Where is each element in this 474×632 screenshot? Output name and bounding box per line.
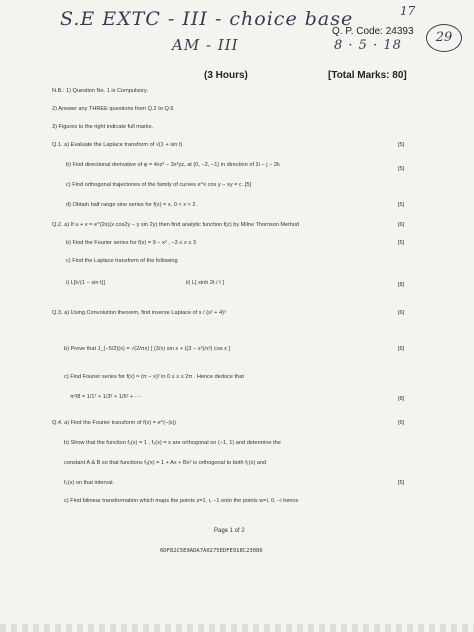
note-1: N.B.: 1) Question No. 1 is Compulsory. [52,88,148,94]
q4a: Q.4. a) Find the Fourier transform of f(x) = e^(−|x|) [52,420,176,426]
q3c: c) Find Fourier series for f(x) = (π − x)² in 0 ≤ x ≤ 2π . Hence deduce that [64,374,244,380]
handwritten-subject: AM - III [172,36,239,54]
note-2: 2) Answer any THREE questions from Q.2 to Q.6 [52,106,174,112]
q2a: Q.2. a) If u + v = e^(2x)(x cos2y − y sin 2y) then find analytic function f(z) by Milne Thomson Method [52,222,300,228]
paper-hash: 6DF82C5E0ADA7A0275EDFE918C23086 [160,548,263,554]
q2a-marks: [6] [398,222,405,228]
q4b-marks: [6] [398,480,405,486]
handwritten-date: 8 · 5 · 18 [334,38,402,53]
question-paper-code: Q. P. Code: 24393 [332,26,414,37]
q1a: Q.1. a) Evaluate the Laplace transform of √(1 + sin t) [52,142,183,148]
page-indicator: Page 1 of 2 [214,528,245,534]
q2c: c) Find the Laplace transform of the following [66,258,178,264]
q3a: Q.3. a) Using Convolution theorem, find inverse Laplace of s / (s² + 4)² [52,310,226,316]
note-3: 3) Figures to the right indicate full marks. [52,124,154,130]
q4b-2: constant A & B so that functions f₃(x) = 1 + Ax + Bx² is orthogonal to both f₁(x) and [64,460,267,466]
q2b: b) Find the Fourier series for f(x) = 9 − x² , −3 ≤ x ≤ 3 [66,240,197,246]
q2c-i: i) L[t√(1 − sin t)] [66,280,105,286]
scan-edge [0,624,474,632]
q1d: d) Obtain half range sine series for f(x) = x, 0 < x < 2 . [66,202,199,208]
q1d-marks: [5] [398,202,405,208]
q3b: b) Prove that J_{−5/2}(x) = √(2/πx) [ (3/x) sin x + ((3 − x²)/x²) cos x ] [64,346,231,352]
q2c-ii: ii) L[ sinh 2t / t ] [186,280,224,286]
q2c-marks: [8] [398,282,405,288]
q3a-marks: [6] [398,310,405,316]
q1c: c) Find orthogonal trajectories of the family of curves e^x cos y − xy = c .[5] [66,182,252,188]
q3c-series: π²/8 = 1/1² + 1/3² + 1/5² + ··· [70,394,141,400]
handwritten-course-title: S.E EXTC - III - choice base [60,8,354,30]
total-marks: [Total Marks: 80] [328,70,407,81]
q3c-marks: [8] [398,396,405,402]
q1b: b) Find directional derivative of φ = 4xz³ − 3x²yz, at (0, −2, −1) in direction of 2i − j − 2k [66,162,280,168]
q1a-marks: [5] [398,142,405,148]
handwritten-number: 17 [400,4,416,18]
q4c: c) Find bilinear transformation which maps the points z=1, i, −1 onto the points w=i, 0, −i hence [64,498,299,504]
q3b-marks: [6] [398,346,405,352]
q1b-marks: [5] [398,166,405,172]
q4b-1: b) Show that the function f₁(x) = 1 , f₂(x) = x are orthogonal on (−1, 1) and determine the [64,440,281,446]
duration: (3 Hours) [204,70,248,81]
q2b-marks: [6] [398,240,405,246]
q4b-3: f₂(x) on that interval. [64,480,115,486]
page-number-circle: 29 [426,24,462,52]
q4a-marks: [6] [398,420,405,426]
